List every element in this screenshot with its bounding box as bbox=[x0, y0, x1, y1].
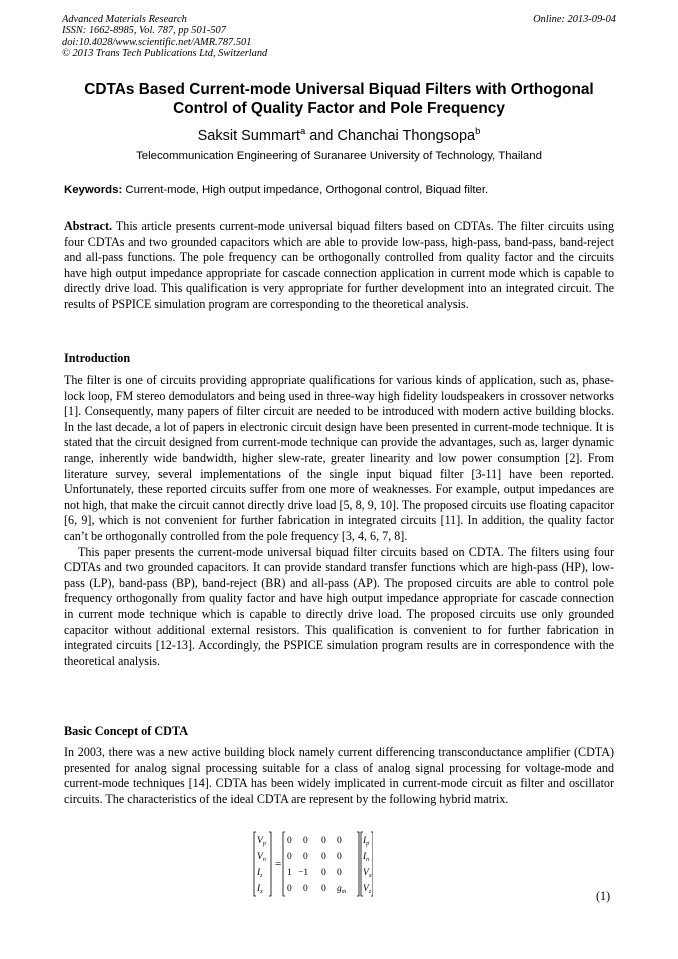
running-header bbox=[62, 14, 616, 60]
keywords bbox=[64, 183, 616, 197]
lhs-vector-entry: $I_x$ bbox=[257, 884, 263, 895]
matrix-cell: 0 bbox=[321, 852, 326, 862]
author-1-sup: a bbox=[299, 126, 306, 137]
lhs-vector-entry: $V_p$ bbox=[257, 836, 266, 847]
rhs-vector-entry: $V_x$ bbox=[363, 868, 372, 879]
issn-line: ISSN: 1662-8985, Vol. 787, pp 501-507 bbox=[62, 25, 226, 37]
lhs-vector-entry: $V_n$ bbox=[257, 852, 266, 863]
abstract-text: This article presents current-mode universal biquad filters based on CDTAs. The filter circuits using four CDTAs and two grounded capacitors which are able to provide low-pass, high-pass, band-pass, band-reject and all-pass functions. The pole frequency can be orthogonally controlled from quality factor and the circuits have high output impedance appropriate for cascade connection application in current mode which is capable to directly drive load. This qualification is very appropriate for further development into an integrated circuit. The results of PSPICE simulation program are corresponding to the theoretical analysis. bbox=[64, 219, 614, 311]
title-line-2: Control of Quality Factor and Pole Frequency bbox=[173, 100, 505, 117]
matrix-cell: 0 bbox=[303, 884, 308, 894]
matrix-cell: 0 bbox=[303, 836, 308, 846]
matrix-cell: 0 bbox=[321, 868, 326, 878]
rhs-vector-entry: $I_p$ bbox=[363, 836, 370, 847]
copyright-line: © 2013 Trans Tech Publications Ltd, Switzerland bbox=[62, 48, 268, 60]
abstract-label: Abstract. bbox=[64, 219, 113, 233]
affiliation: Telecommunication Engineering of Suranaree University of Technology, Thailand bbox=[136, 150, 542, 162]
matrix-cell: 0 bbox=[321, 884, 326, 894]
author-1: Saksit Summart bbox=[197, 127, 300, 144]
equation-number: (1) bbox=[596, 889, 611, 903]
authors bbox=[62, 123, 616, 145]
intro-paragraph-1: The filter is one of circuits providing appropriate qualifications for various kinds of application, such as, phase-lock loop, FM stereo demodulators and being used in three-way high fidelity loudspeakers in crossover networks [1]. Consequently, many papers of filter circuit are needed to be introduced with modern active building blocks. In the last decade, a lot of papers in electronic circuit design have been presented in current-mode technique. It is stated that the circuit designed from current-mode technique can provide the advantages, such as, larger dynamic range, inherently wide bandwidth, higher slew-rate, greater linearity and low power consumption [2]. From literature survey, several implementations of the single input biquad filter [3-11] have been reported. Unfortunately, these reported circuits suffer from one more of weaknesses. For example, output impedances are not high, that make the circuit cannot directly drive load [5, 8, 9, 10]. The proposed circuits use floating capacitor [6, 9], which is not convenient for further fabrication in integrated circuits [11]. In addition, the quality factor can’t be orthogonally controlled from the pole frequency [3, 4, 6, 7, 8]. bbox=[64, 373, 614, 543]
doi-line: doi:10.4028/www.scientific.net/AMR.787.501 bbox=[62, 36, 252, 48]
author-2: Chanchai Thongsopa bbox=[337, 127, 476, 144]
abstract bbox=[64, 219, 614, 313]
intro-paragraph-2: This paper presents the current-mode universal biquad filter circuits based on CDTA. The filters using four CDTAs and two grounded capacitors. It can provide standard transfer functions which are high-pass (HP), low-pass (LP), band-pass (BP), band-reject (BR) and all-pass (AP). The proposed circuits are able to control pole frequency orthogonally from quality factor and have high output impedance appropriate for cascade connection in current mode technique which is capable to directly drive load. The proposed circuits use only grounded capacitor without additional external resistors. This qualification is convenient to for further fabrication in integrated circuits [12-13]. Accordingly, the PSPICE simulation program results are in correspondence with the theoretical analysis. bbox=[64, 544, 614, 668]
paper-title bbox=[62, 80, 616, 118]
matrix-cell: 0 bbox=[303, 852, 308, 862]
rhs-vector-entry: $V_z$ bbox=[363, 884, 372, 895]
keywords-text: Current-mode, High output impedance, Orthogonal control, Biquad filter. bbox=[122, 184, 489, 196]
matrix-cell: 0 bbox=[287, 884, 292, 894]
matrix-cell: 0 bbox=[337, 852, 342, 862]
matrix-cell: 0 bbox=[337, 836, 342, 846]
basic-concept-paragraph: In 2003, there was a new active building block namely current differencing transconductance amplifier (CDTA) presented for analog signal processing suitable for a class of analog signal processing for voltage-mode and current-mode techniques [14]. CDTA has been widely implicated in current-mode circuit as filter and oscillator circuits. The characteristics of the ideal CDTA are represent by the following hybrid matrix. bbox=[64, 745, 614, 806]
online-date: Online: 2013-09-04 bbox=[533, 14, 616, 25]
matrix-cell: 0 bbox=[337, 868, 342, 878]
matrix-cell: $g_m$ bbox=[337, 884, 347, 895]
matrix-cell: 0 bbox=[321, 836, 326, 846]
basic-concept-heading: Basic Concept of CDTA bbox=[64, 724, 189, 738]
matrix-cell: 1 bbox=[287, 868, 292, 878]
matrix-cell: 0 bbox=[287, 836, 292, 846]
hybrid-matrix-equation bbox=[253, 831, 373, 897]
journal-name: Advanced Materials Research bbox=[62, 14, 187, 25]
rhs-vector-entry: $I_n$ bbox=[363, 852, 370, 863]
matrix-cell: 0 bbox=[287, 852, 292, 862]
keywords-label: Keywords: bbox=[64, 184, 123, 196]
authors-and: and bbox=[305, 127, 338, 144]
title-line-1: CDTAs Based Current-mode Universal Biquad Filters with Orthogonal bbox=[84, 81, 594, 98]
lhs-vector-entry: $I_z$ bbox=[257, 868, 263, 879]
introduction-heading: Introduction bbox=[64, 351, 131, 365]
author-2-sup: b bbox=[475, 126, 481, 137]
equals-sign: = bbox=[275, 858, 282, 870]
matrix-cell: −1 bbox=[298, 868, 309, 878]
introduction-body bbox=[64, 373, 614, 669]
